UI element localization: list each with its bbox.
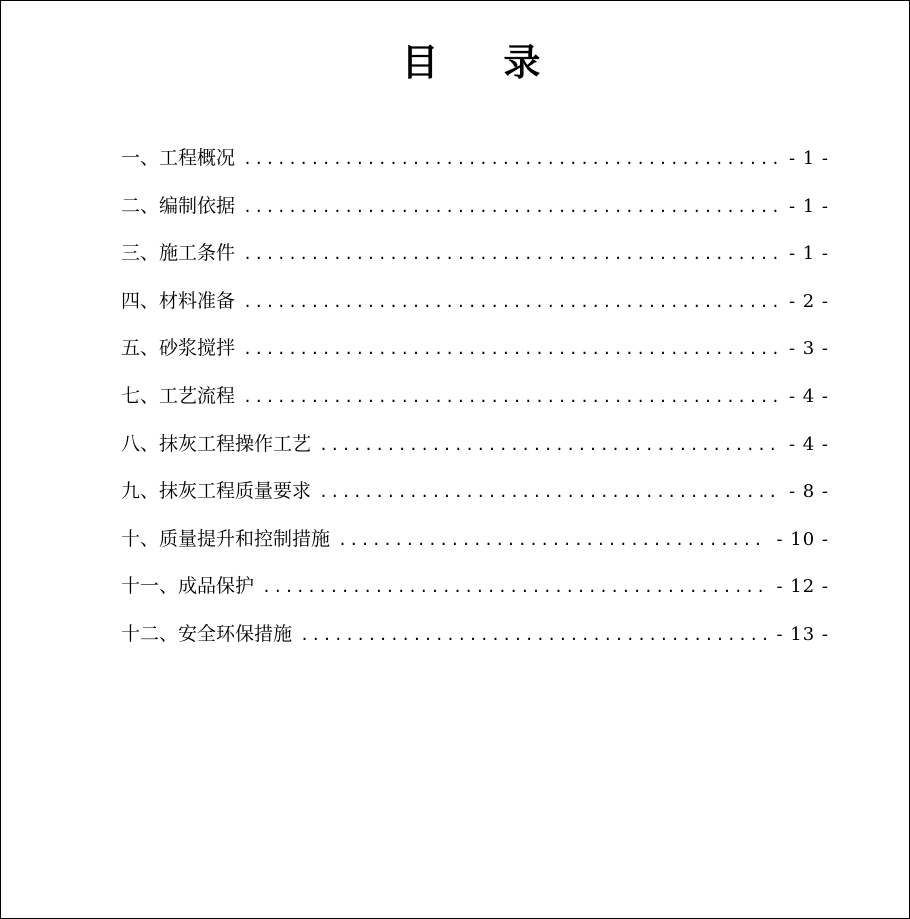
toc-entry-page-number: - 4 - [788,433,829,455]
toc-entry-page-number: - 1 - [788,243,829,265]
toc-entry-page-number: - 4 - [788,385,829,407]
toc-dot-leader [243,187,781,227]
toc-entry[interactable] [121,519,829,567]
toc-entry-page-number: - 8 - [788,481,829,503]
toc-entry[interactable] [121,233,829,281]
toc-dot-leader [262,567,768,607]
toc-entry-label: 四、材料准备 [121,289,236,312]
toc-entry[interactable] [121,614,829,662]
toc-title: 目 录 [401,40,567,84]
toc-entry-page-number: - 12 - [776,576,829,598]
toc-entry-label: 三、施工条件 [121,242,236,265]
toc-entry[interactable] [121,566,829,614]
toc-entry-page-number: - 2 - [788,290,829,312]
toc-entry-label: 五、砂浆搅拌 [121,337,236,360]
toc-entry-page-number: - 13 - [776,623,829,645]
toc-entry[interactable] [121,471,829,519]
toc-entry-label: 八、抹灰工程操作工艺 [121,432,312,455]
toc-dot-leader [243,139,781,179]
toc-list [121,138,829,662]
toc-entry-label: 九、抹灰工程质量要求 [121,480,312,503]
toc-entry-label: 十、质量提升和控制措施 [121,527,331,550]
toc-dot-leader [243,329,781,369]
toc-entry-label: 十二、安全环保措施 [121,622,293,645]
toc-dot-leader [243,234,781,274]
toc-entry-page-number: - 1 - [788,148,829,169]
toc-entry-label: 十一、成品保护 [121,575,255,598]
toc-entry-label: 二、编制依据 [121,194,236,217]
toc-dot-leader [338,520,768,560]
toc-dot-leader [243,282,781,322]
toc-dot-leader [300,615,768,655]
toc-entry[interactable] [121,281,829,329]
toc-entry[interactable] [121,328,829,376]
toc-dot-leader [319,472,781,512]
toc-entry[interactable] [121,138,829,186]
toc-dot-leader [319,425,781,465]
toc-entry[interactable] [121,186,829,234]
toc-entry-page-number: - 1 - [788,195,829,217]
toc-entry-page-number: - 3 - [788,338,829,360]
toc-entry-page-number: - 10 - [776,528,829,550]
toc-entry-label: 七、工艺流程 [121,384,236,407]
toc-entry-label: 一、工程概况 [121,147,236,169]
toc-dot-leader [243,377,781,417]
toc-entry[interactable] [121,424,829,472]
toc-entry[interactable] [121,376,829,424]
